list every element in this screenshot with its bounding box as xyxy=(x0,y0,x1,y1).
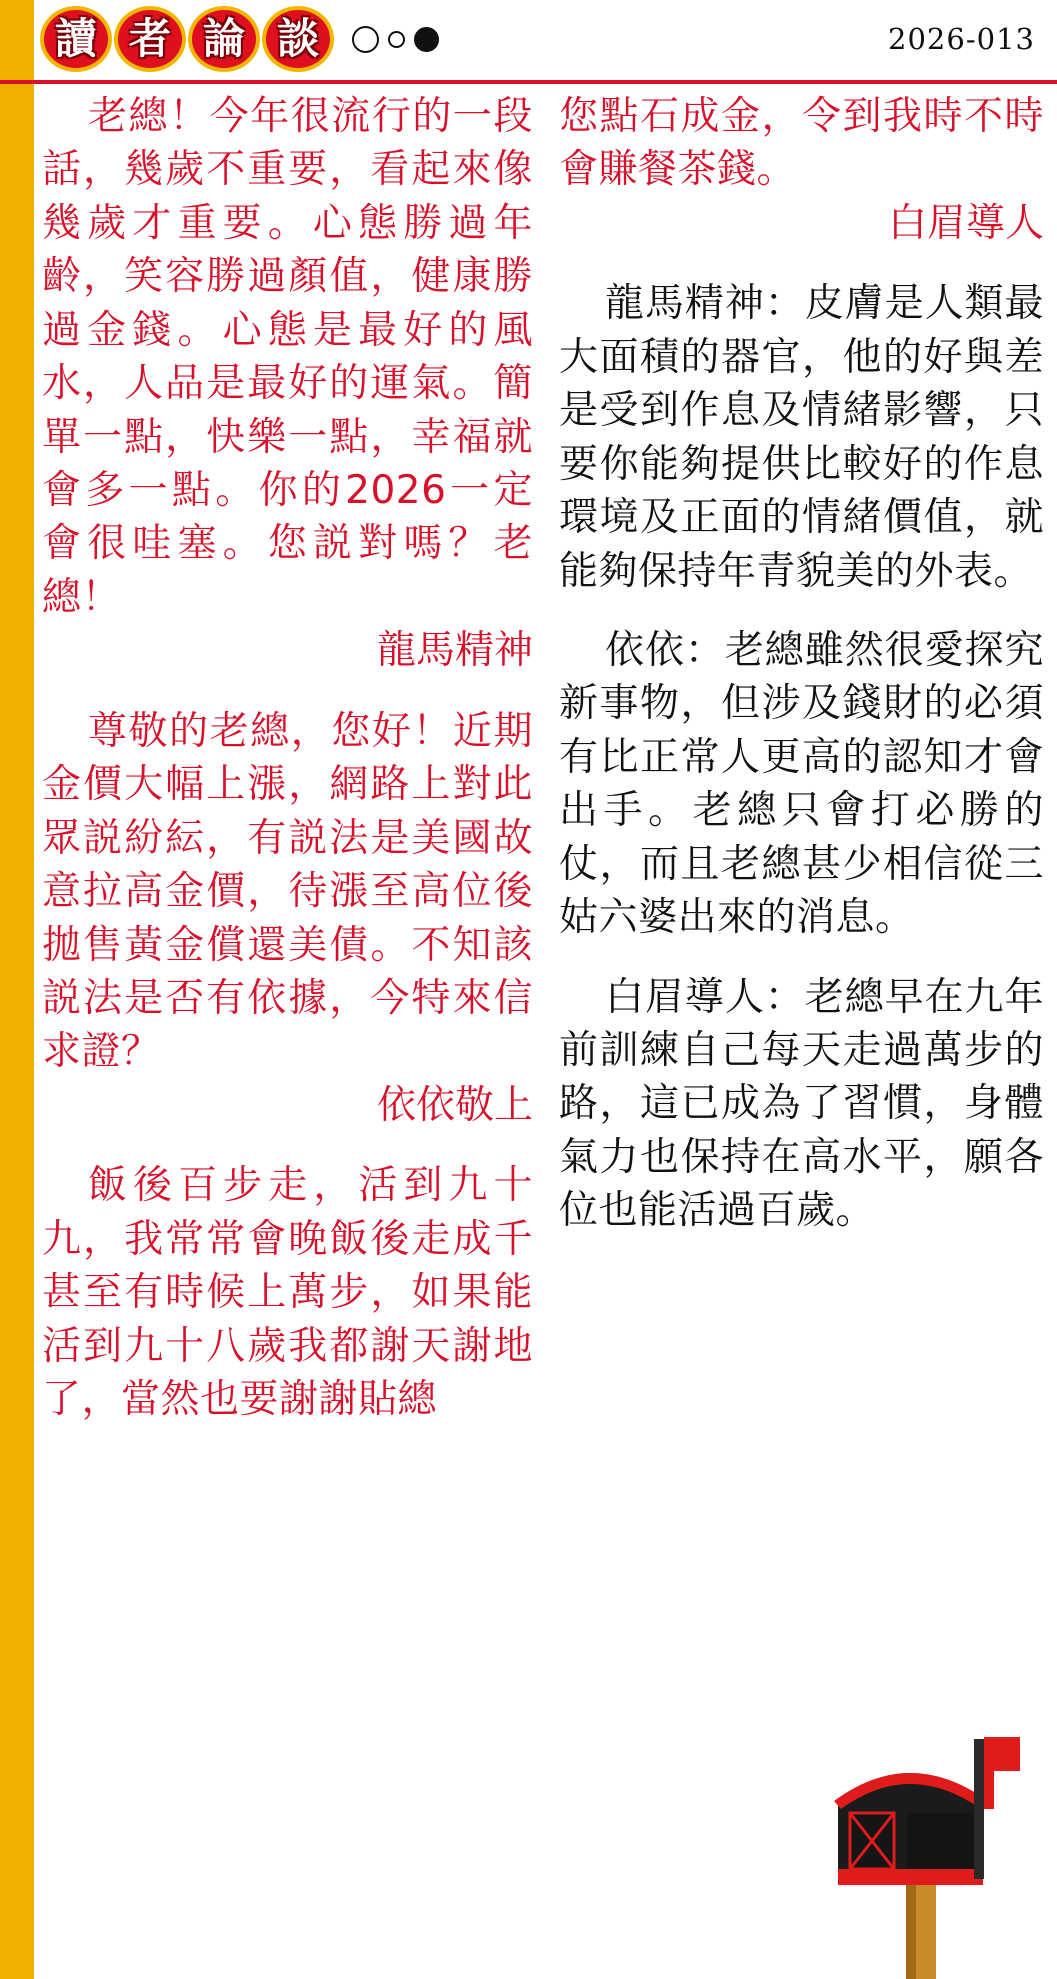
masthead-char-3: 論 xyxy=(188,6,260,72)
reply-body: 龍馬精神：皮膚是人類最大面積的器官，他的好與差是受到作息及情緒影響，只要你能夠提供比較好的作息環境及正面的情緒價值，就能夠保持年青貌美的外表。 xyxy=(559,281,1044,594)
letter-body: 您點石成金，令到我時不時會賺餐茶錢。 xyxy=(559,94,1044,193)
letter-body: 尊敬的老總，您好！近期金價大幅上漲，網路上對此眾説紛紜，有説法是美國故意拉高金價，待漲至高位後拋售黃金償還美債。不知該説法是否有依據，今特來信求證？ xyxy=(42,708,533,1075)
left-column xyxy=(34,90,545,1979)
reply-item xyxy=(559,971,1044,1238)
letter-signature: 依依敬上 xyxy=(376,1082,533,1128)
letter-item xyxy=(42,705,533,1134)
masthead-title xyxy=(40,6,439,72)
masthead-char-1: 讀 xyxy=(40,6,112,72)
letter-item xyxy=(42,1159,533,1426)
decorative-dots xyxy=(352,26,439,53)
masthead-char-4: 談 xyxy=(262,6,334,72)
letter-item xyxy=(42,90,533,679)
letter-body: 飯後百步走，活到九十九，我常常會晚飯後走成千甚至有時候上萬步，如果能活到九十八歲我都謝天謝地了，當然也要謝謝貼總 xyxy=(42,1163,533,1423)
letter-signature: 龍馬精神 xyxy=(376,628,533,674)
masthead-char-2: 者 xyxy=(114,6,186,72)
reply-item xyxy=(559,277,1044,598)
reply-item xyxy=(559,624,1044,945)
dot-small-hollow-icon xyxy=(388,31,405,48)
dot-large-hollow-icon xyxy=(352,26,379,53)
right-column xyxy=(545,90,1056,1979)
page-header xyxy=(0,0,1057,84)
left-color-bar xyxy=(0,0,34,1979)
article-columns xyxy=(34,90,1057,1979)
reply-body: 白眉導人：老總早在九年前訓練自己每天走過萬步的路，這已成為了習慣，身體氣力也保持在高水平，願各位也能活過百歲。 xyxy=(559,974,1044,1234)
dot-solid-icon xyxy=(414,27,439,52)
letter-item xyxy=(559,90,1044,251)
mailbox-illustration xyxy=(798,1709,1048,1979)
reply-body: 依依：老總雖然很愛探究新事物，但涉及錢財的必須有比正常人更高的認知才會出手。老總只會打必勝的仗，而且老總甚少相信從三姑六婆出來的消息。 xyxy=(559,627,1044,941)
letter-body: 老總！今年很流行的一段話，幾歲不重要，看起來像幾歲才重要。心態勝過年齡，笑容勝過顏值，健康勝過金錢。心態是最好的風水，人品是最好的運氣。簡單一點，快樂一點，幸福就會多一點。你的2026一定會很哇塞。您説對嗎？老總！ xyxy=(42,94,533,620)
letter-signature: 白眉導人 xyxy=(887,200,1044,246)
issue-number: 2026-013 xyxy=(888,22,1035,56)
